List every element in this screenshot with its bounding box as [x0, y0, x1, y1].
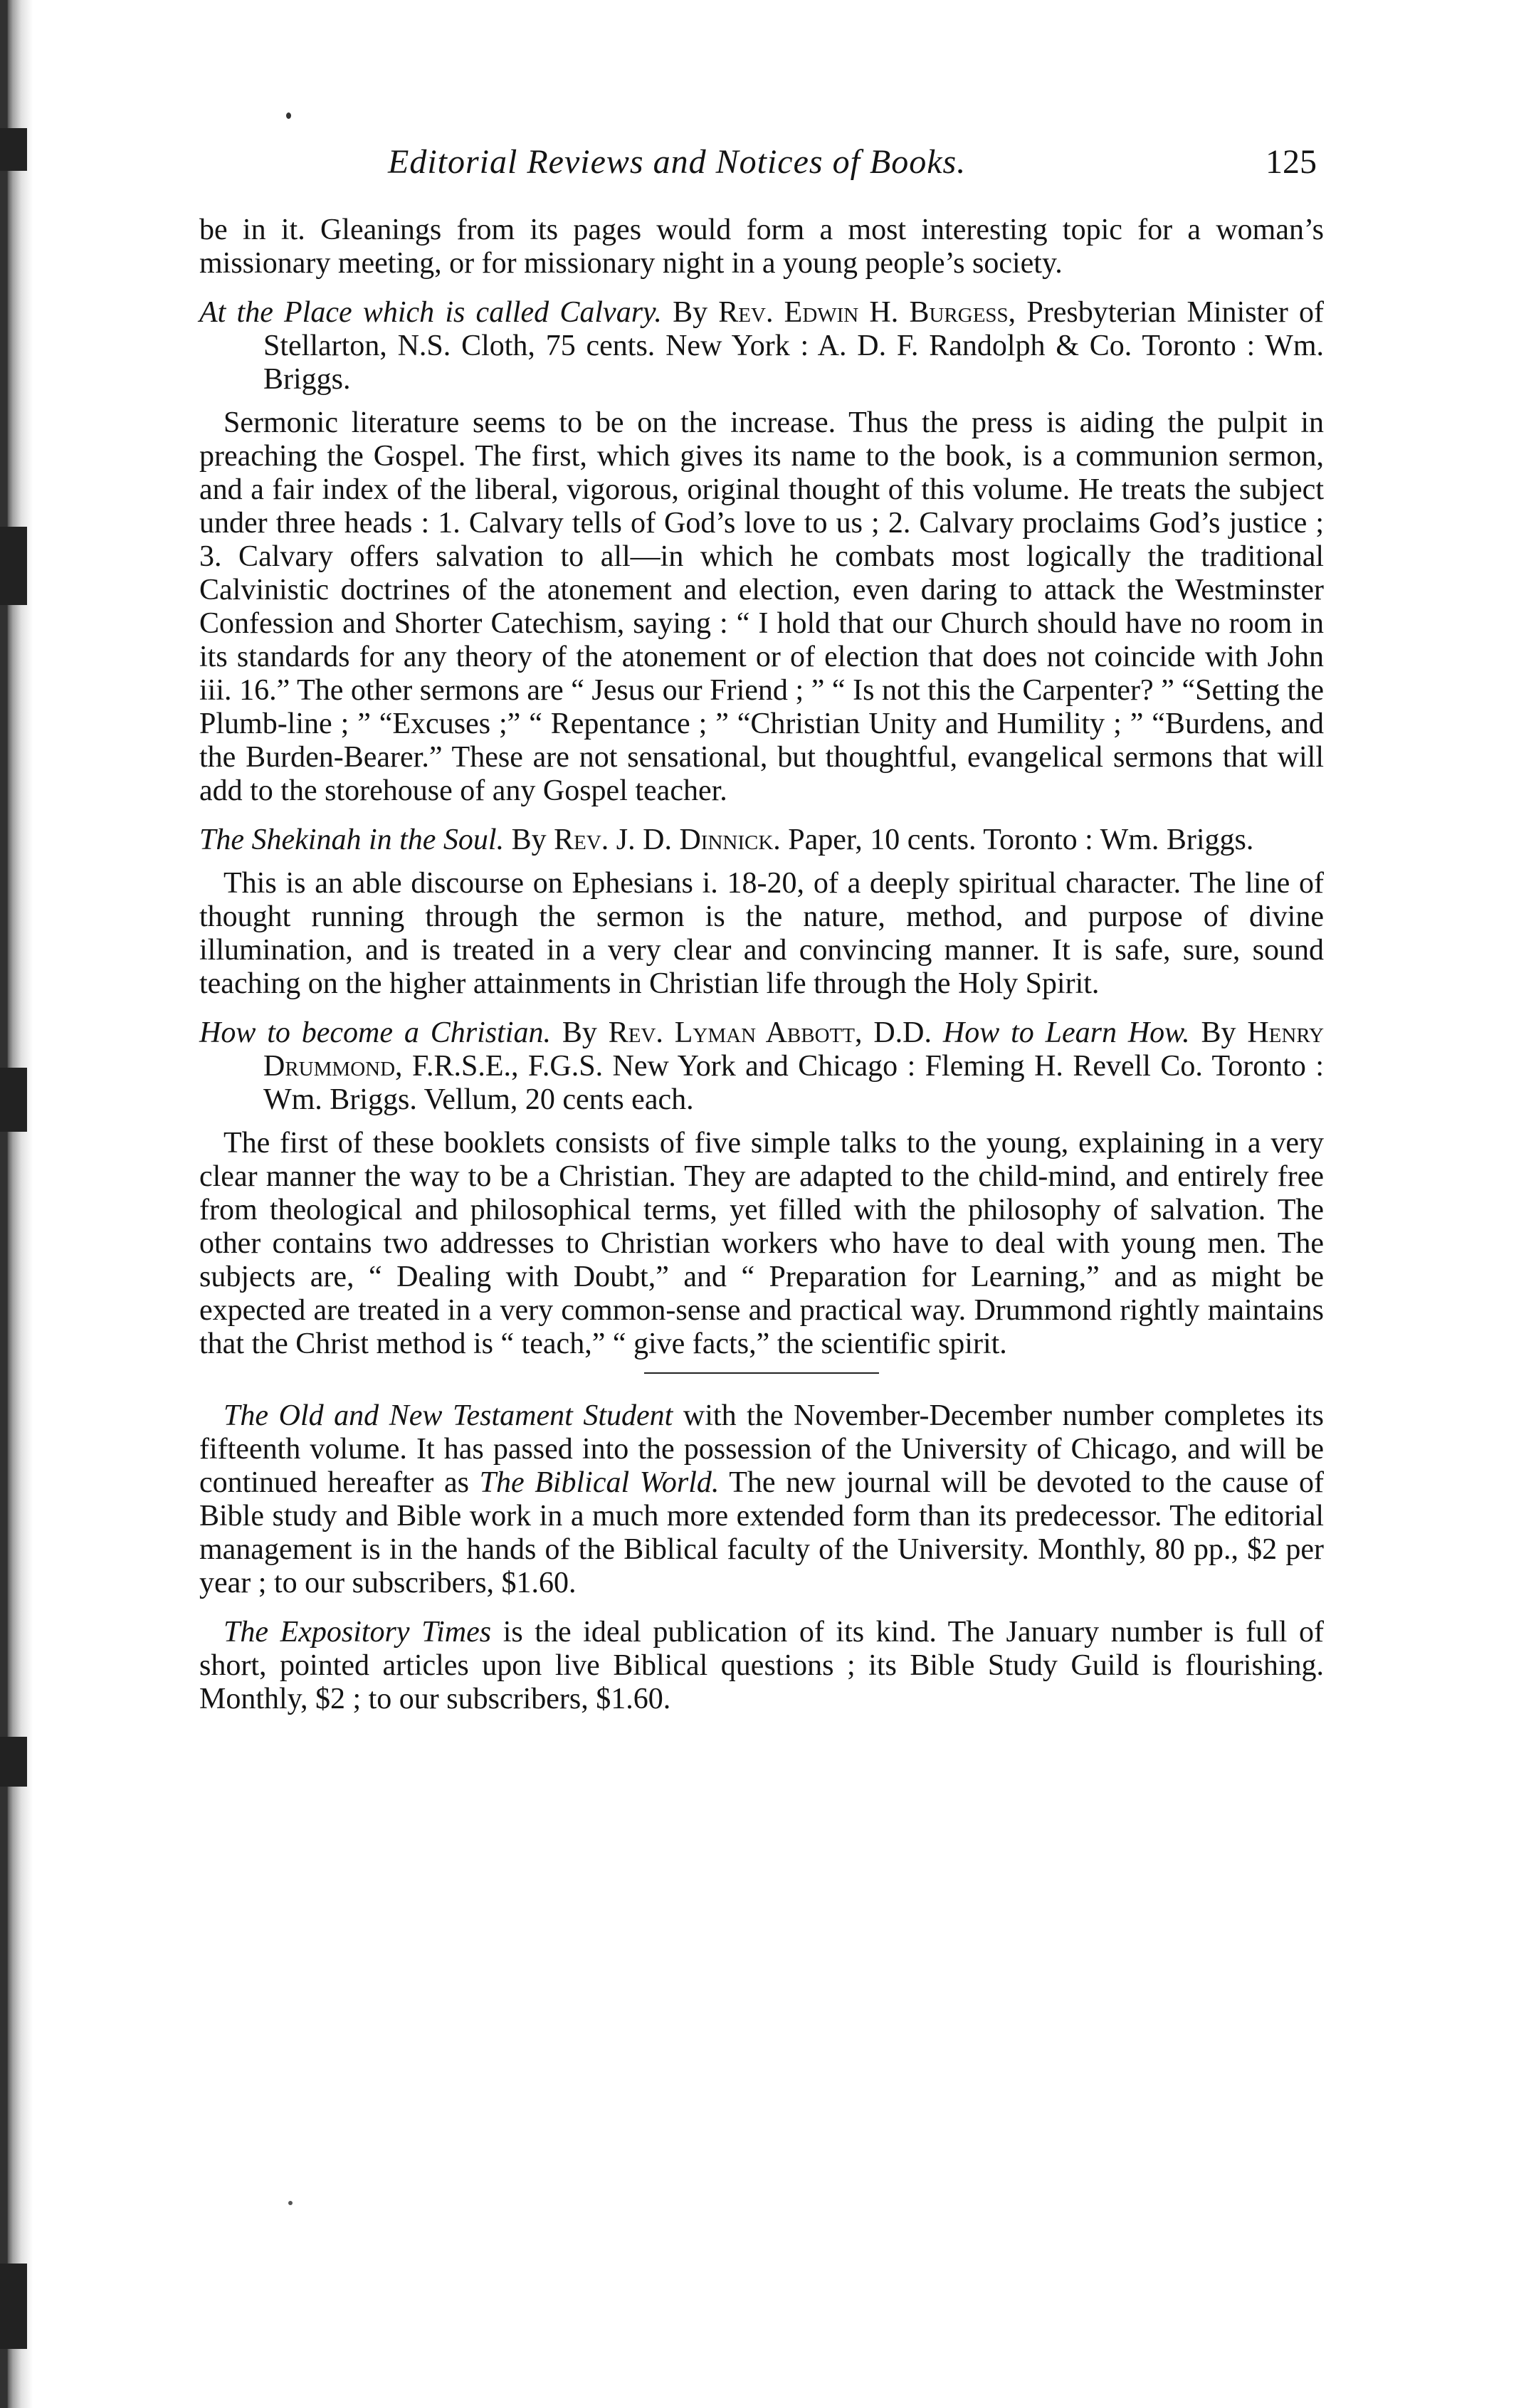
by-word: By [511, 824, 547, 856]
book-details: Paper, 10 cents. Toronto : Wm. Briggs. [788, 824, 1254, 856]
book-title: How to become a Christian. [199, 1016, 551, 1049]
continued-paragraph: be in it. Gleanings from its pages would form a most interesting topic for a woman’s missionary meeting, or for missionary night in a young people’s society. [199, 214, 1324, 280]
book-title-second: How to Learn How. [942, 1016, 1190, 1049]
notice-student [199, 1399, 1324, 1600]
book-author: Rev. J. D. Dinnick. [554, 824, 781, 856]
review-entry-christian [199, 1016, 1324, 1117]
periodical-title: The Expository Times [223, 1616, 492, 1649]
notice-text: with the November-December number completes its fifteenth volume. It has passed into the possession of the University of Chicago, and will be continued hereafter as [199, 1399, 1325, 1499]
book-author-second: Henry Drummond, [263, 1016, 1325, 1083]
by-word: By [673, 296, 708, 329]
book-author: Rev. Edwin H. Burgess, [718, 296, 1016, 329]
notice-expository [199, 1616, 1324, 1716]
by-word: By [1201, 1016, 1236, 1049]
section-divider [644, 1372, 879, 1374]
stray-ink-dot [288, 2201, 293, 2205]
book-details: Presbyterian Minister of Stellarton, N.S. Cloth, 75 cents. New York : A. D. F. Randolph & Co. Toronto : Wm. Briggs. [263, 296, 1325, 396]
review-entry-shekinah [199, 824, 1324, 857]
book-title: The Shekinah in the Soul. [199, 824, 505, 856]
review-body-shekinah: This is an able discourse on Ephesians i. 18-20, of a deeply spiritual character. The line of thought running through the sermon is the nature, method, and purpose of divine illumination, and is treated in a very clear and convincing manner. It is safe, sure, sound teaching on the higher attainments in Christian life through the Holy Spirit. [199, 867, 1324, 1000]
book-title: At the Place which is called Calvary. [199, 296, 662, 329]
binding-mark [0, 1068, 27, 1132]
stray-ink-mark [286, 112, 291, 119]
periodical-title-second: The Biblical World. [479, 1466, 720, 1499]
binding-mark [0, 128, 27, 171]
by-word: By [562, 1016, 597, 1049]
binding-mark [0, 527, 27, 605]
periodical-title: The Old and New Testament Student [223, 1399, 673, 1432]
book-author: Rev. Lyman Abbott, D.D. [608, 1016, 932, 1049]
running-head [199, 142, 1324, 195]
binding-edge [0, 0, 50, 2408]
review-body-calvary: Sermonic literature seems to be on the increase. Thus the press is aiding the pulpit in preaching the Gospel. The first, which gives its name to the book, is a communion sermon, and a fair index of the liberal, vigorous, original thought of this volume. He treats the subject under three heads : 1. Calvary tells of God’s love to us ; 2. Calvary proclaims God’s justice ; 3. Calvary offers salvation to all—in which he combats most logically the traditional Calvinistic doctrines of the atonement and election, even daring to attack the Westminster Confession and Shorter Catechism, saying : “ I hold that our Church should have no room in its standards for any theory of the atonement or of election that does not coincide with John iii. 16.” The other sermons are “ Jesus our Friend ; ” “ Is not this the Carpenter? ” “Setting the Plumb-line ; ” “Excuses ;” “ Repentance ; ” “Christian Unity and Humility ; ” “Burdens, and the Burden-Bearer.” These are not sensational, but thoughtful, evangelical sermons that will add to the storehouse of any Gospel teacher. [199, 406, 1324, 807]
binding-mark [0, 2264, 27, 2349]
page-number: 125 [1265, 143, 1317, 181]
book-details: F.R.S.E., F.G.S. New York and Chicago : Fleming H. Revell Co. Toronto : Wm. Briggs. Vellum, 20 cents each. [263, 1050, 1325, 1116]
binding-mark [0, 1737, 27, 1787]
page [199, 142, 1324, 1716]
review-body-christian: The first of these booklets consists of five simple talks to the young, explaining in a very clear manner the way to be a Christian. They are adapted to the child-mind, and entirely free from theological and philosophical terms, yet filled with the philosophy of salvation. The other contains two addresses to Christian workers who have to deal with young men. The subjects are, “ Dealing with Doubt,” and “ Preparation for Learning,” and as might be expected are treated in a very common-sense and practical way. Drummond rightly maintains that the Christ method is “ teach,” “ give facts,” the scientific spirit. [199, 1127, 1324, 1360]
review-entry-calvary [199, 296, 1324, 396]
notice-text-continued: The new journal will be devoted to the cause of Bible study and Bible work in a much more extended form than its predecessor. The editorial management is in the hands of the Biblical faculty of the University. Monthly, 80 pp., $2 per year ; to our subscribers, $1.60. [199, 1466, 1324, 1599]
notice-text: is the ideal publication of its kind. The January number is full of short, pointed articles upon live Biblical questions ; its Bible Study Guild is flourishing. Monthly, $2 ; to our subscribers, $1.60. [199, 1616, 1325, 1715]
running-head-title: Editorial Reviews and Notices of Books. [388, 143, 967, 181]
